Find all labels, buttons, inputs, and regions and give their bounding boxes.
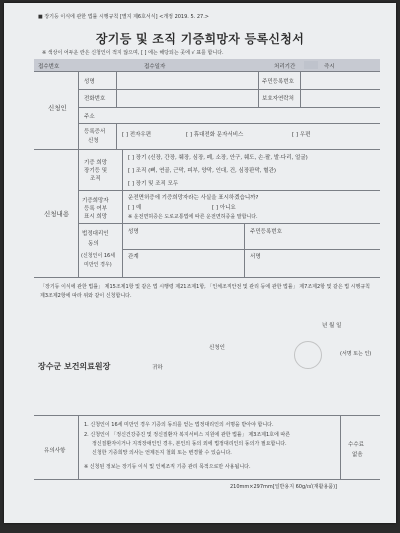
- note-5: ※ 신청된 정보는 장기등 이식 및 인체조직 기증 관리 목적으로만 사용됩니다.: [84, 464, 251, 470]
- guardian-rrn-label: 주민등록번호: [250, 229, 282, 235]
- signature-note: (서명 또는 인): [340, 351, 372, 357]
- redaction-mark: [304, 61, 318, 69]
- guardian-sign-label: 서명: [250, 254, 261, 260]
- option-organs[interactable]: [ ] 장기 (신장, 간장, 췌장, 심장, 폐, 소장, 안구, 췌도, 손·팔, 발·다리, 얼굴): [128, 155, 308, 161]
- disclosure-note: ※ 운전면허증은 도로교통법에 따른 운전면허증을 말합니다.: [128, 214, 258, 220]
- signer-label: 신청인: [209, 345, 225, 351]
- processing-period-label: 처리기간: [274, 64, 296, 70]
- card-label-1: 등록증서: [84, 129, 106, 135]
- document-title: 장기등 및 조직 기증희망자 등록신청서: [95, 32, 305, 46]
- addressee: 장수군 보건의료원장: [38, 362, 111, 371]
- address-label: 주소: [84, 114, 95, 120]
- seal-mark: [294, 341, 322, 369]
- paper-size-note: 210mm×297mm[일반용지 60g/㎡(재활용품)]: [230, 484, 338, 490]
- processing-period-value: 즉시: [324, 64, 335, 70]
- guardian-label-4: 미만인 경우): [84, 262, 112, 268]
- guardian-relation-label: 관계: [128, 254, 139, 260]
- header-note: ■ 장기등 이식에 관한 법률 시행규칙 [별지 제6호서식] <개정 2019. 5. 27.>: [38, 14, 209, 20]
- addressee-suffix: 귀하: [152, 365, 163, 371]
- donation-label-1: 기증 희망: [84, 160, 108, 166]
- note-2: 2. 신청인이 「정신건강증진 및 정신질환자 복지서비스 지원에 관한 법률」 제3조제1호에 따른: [84, 432, 291, 438]
- note-3: 정신질환자이거나 지적장애인인 경우, 본인의 동의 외에 법정대리인의 동의가 필요합니다.: [92, 441, 287, 447]
- instruction-text: ※ 색상이 어두운 란은 신청인이 적지 않으며, [ ] 에는 해당되는 곳에 √ 표를 합니다.: [42, 50, 224, 56]
- notes-label: 유의사항: [44, 448, 66, 454]
- rrn-label: 주민등록번호: [262, 79, 294, 85]
- card-label-2: 신청: [88, 138, 99, 144]
- document-page: [4, 3, 396, 523]
- card-option-email[interactable]: [ ] 전자우편: [122, 132, 152, 138]
- disclosure-label-1: 기증희망자: [82, 198, 109, 204]
- name-label: 성명: [84, 79, 95, 85]
- card-option-sms[interactable]: [ ] 휴대전화 문자서비스: [186, 132, 244, 138]
- fee-label: 수수료: [348, 442, 364, 448]
- phone-label: 전화번호: [84, 96, 106, 102]
- guardian-label-1: 법정대리인: [82, 231, 109, 237]
- disclosure-yes-option[interactable]: [ ] 예: [128, 205, 142, 211]
- disclosure-no-option[interactable]: [ ] 아니요: [212, 205, 236, 211]
- fee-value: 없음: [352, 452, 363, 458]
- date-line: 년 월 일: [322, 323, 342, 329]
- option-tissue[interactable]: [ ] 조직 (뼈, 연골, 근막, 피부, 양막, 인대, 건, 심장판막, 혈관): [128, 168, 277, 174]
- note-4: 신청한 기증희망 의사는 언제든지 철회 또는 변경할 수 있습니다.: [92, 450, 232, 456]
- guardian-phone-label: 보호자연락처: [262, 96, 294, 102]
- disclosure-label-3: 표시 희망: [84, 214, 108, 220]
- option-both[interactable]: [ ] 장기 및 조직 모두: [128, 181, 179, 187]
- guardian-label-3: (신청인이 16세: [81, 253, 116, 259]
- donation-label-3: 조직: [90, 176, 101, 182]
- guardian-name-label: 성명: [128, 229, 139, 235]
- applicant-section-label: 신청인: [48, 104, 67, 112]
- card-option-mail[interactable]: [ ] 우편: [292, 132, 311, 138]
- statement-text: 「장기등 이식에 관한 법률」 제15조제1항 및 같은 법 시행령 제21조제1항, 「인체조직안전 및 관리 등에 관한 법률」 제7조제2항 및 같은 법 시행규칙 제3조제2항에 따라 위와 같이 신청합니다.: [40, 284, 370, 299]
- receipt-date-label: 접수일자: [144, 64, 166, 70]
- donation-label-2: 장기등 및: [84, 168, 108, 174]
- disclosure-question: 운전면허증에 기증희망자라는 사실을 표시하겠습니까?: [128, 195, 259, 201]
- note-1: 1. 신청인이 16세 미만인 경우 기증의 동의를 얻는 법정대리인의 서명을 받아야 합니다.: [84, 422, 274, 428]
- guardian-label-2: 동의: [88, 241, 99, 247]
- application-section-label: 신청내용: [44, 210, 70, 218]
- receipt-number-label: 접수번호: [38, 64, 60, 70]
- disclosure-label-2: 등록 여부: [84, 206, 108, 212]
